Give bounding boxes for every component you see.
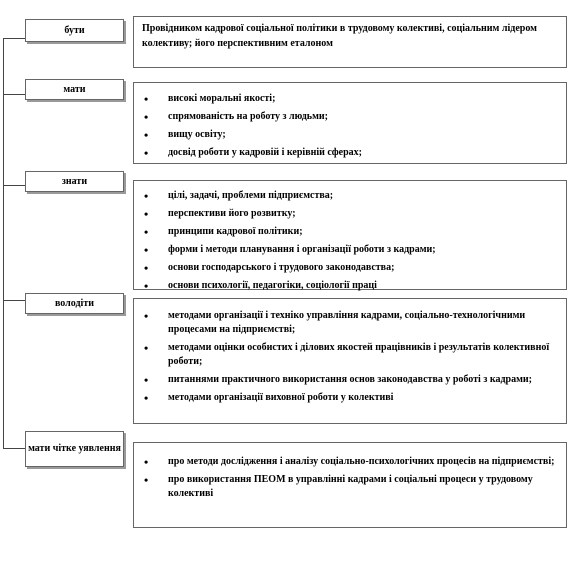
list-item: • питаннями практичного використання основ законодавства у роботі з кадрами;	[134, 373, 566, 387]
connector-spine	[3, 38, 4, 448]
content-box-maty	[133, 82, 567, 164]
list-item: • методами оцінки особистих і ділових якостей працівників і результатів колективної роботи;	[134, 341, 566, 369]
bullet-list	[134, 309, 566, 405]
label-text: знати	[61, 175, 88, 187]
content-box-uyavlennya	[133, 442, 567, 528]
list-item: • вищу освіту;	[134, 128, 566, 142]
bullet-list	[134, 455, 566, 501]
bullet-list	[134, 189, 566, 293]
list-item: • принципи кадрової політики;	[134, 225, 566, 239]
list-item: • спрямованість на роботу з людьми;	[134, 110, 566, 124]
list-item: • про методи дослідження і аналізу соціально-психологічних процесів на підприємстві;	[134, 455, 566, 469]
bullet-list	[134, 92, 566, 160]
list-item: • основи господарського і трудового законодавства;	[134, 261, 566, 275]
list-item: • про використання ПЕОМ в управлінні кадрами і соціальні процеси у трудовому колективі	[134, 473, 566, 501]
label-text: володіти	[54, 297, 95, 309]
list-item: • високі моральні якості;	[134, 92, 566, 106]
content-box-znaty	[133, 180, 567, 290]
connector-line	[3, 300, 26, 301]
connector-line	[3, 185, 26, 186]
label-text: мати чітке уявлення	[28, 443, 121, 454]
list-item: • основи психології, педагогіки, соціології праці	[134, 279, 566, 293]
list-item: • цілі, задачі, проблеми підприємства;	[134, 189, 566, 203]
connector-line	[3, 448, 26, 449]
content-paragraph: Провідником кадрової соціальної політики в трудовому колективі, соціальним лідером колективу; його перспективним еталоном	[142, 23, 537, 49]
label-znaty	[25, 171, 124, 192]
label-text: бути	[64, 24, 85, 36]
list-item: • методами організації виховної роботи у колективі	[134, 391, 566, 405]
label-volodity	[25, 293, 124, 314]
list-item: • досвід роботи у кадровій і керівній сферах;	[134, 146, 566, 160]
label-text: мати	[63, 83, 86, 95]
content-box-buty	[133, 16, 567, 68]
label-maty-chitke-uyavlennya	[25, 431, 124, 467]
list-item: • перспективи його розвитку;	[134, 207, 566, 221]
content-box-volodity	[133, 298, 567, 424]
connector-line	[3, 38, 26, 39]
list-item: • форми і методи планування і організації роботи з кадрами;	[134, 243, 566, 257]
label-maty	[25, 79, 124, 100]
list-item: • методами організації і техніко управління кадрами, соціально-технологічними процесами на підприємстві;	[134, 309, 566, 337]
connector-line	[3, 94, 26, 95]
label-buty	[25, 19, 124, 42]
